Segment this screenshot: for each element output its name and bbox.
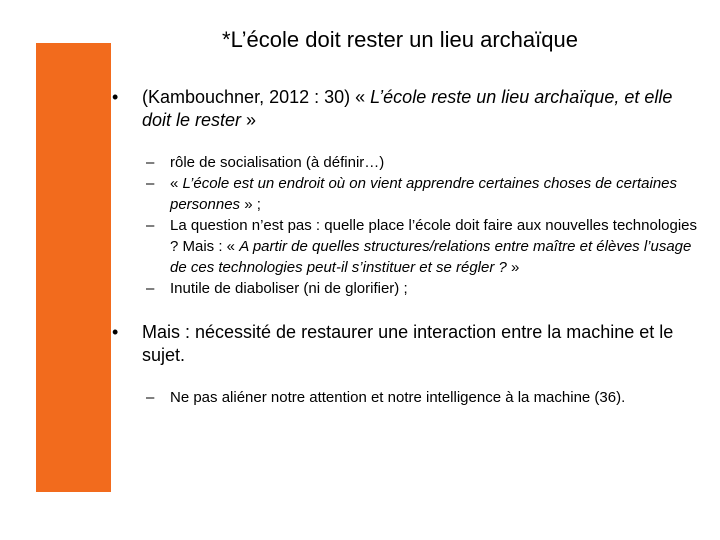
sub-bullet-marker: – xyxy=(146,389,155,406)
sub-bullet-marker: – xyxy=(146,280,155,297)
sub-bullet-quote: L’école est un endroit où on vient apprendre certaines choses de certaines personnes xyxy=(170,175,678,213)
sub-bullet-item xyxy=(112,387,697,408)
sub-bullet-item xyxy=(112,152,697,173)
sub-bullet-item xyxy=(112,278,697,299)
sub-bullet-text: Ne pas aliéner notre attention et notre intelligence à la machine (36). xyxy=(170,389,626,406)
bullet-quote: L’école reste un lieu archaïque, et elle doit le rester xyxy=(142,87,673,130)
sub-bullet-marker: – xyxy=(146,217,155,234)
bullet-text: (Kambouchner, 2012 : 30) « xyxy=(142,87,371,107)
bullet-text: Mais : nécessité de restaurer une interaction entre la machine et le sujet. xyxy=(142,322,674,365)
accent-bar xyxy=(36,43,111,492)
slide-title: *L’école doit rester un lieu archaïque xyxy=(222,27,578,52)
sub-bullet-marker: – xyxy=(146,175,155,192)
sub-bullet-text: La question n’est pas : quelle place l’école doit faire aux nouvelles technologies ? Mais : « xyxy=(170,217,698,255)
sub-bullet-item xyxy=(112,215,697,278)
sub-bullet-text: « xyxy=(170,175,183,192)
sub-bullet-item xyxy=(112,173,697,215)
sub-bullet-text: Inutile de diaboliser (ni de glorifier) ; xyxy=(170,280,408,297)
bullet-item xyxy=(112,86,697,132)
bullet-text-end: » xyxy=(241,110,257,130)
sub-bullet-quote: A partir de quelles structures/relations entre maître et élèves l’usage de ces technologies peut-il s’instituer et se régler ? xyxy=(170,238,692,276)
bullet-marker: • xyxy=(112,87,119,107)
slide-content xyxy=(112,86,697,408)
sub-bullet-marker: – xyxy=(146,154,155,171)
bullet-item xyxy=(112,321,697,367)
sub-bullet-text-end: » xyxy=(506,259,520,276)
bullet-marker: • xyxy=(112,322,119,342)
sub-bullet-text-end: » ; xyxy=(240,196,261,213)
sub-bullet-text: rôle de socialisation (à définir…) xyxy=(170,154,385,171)
